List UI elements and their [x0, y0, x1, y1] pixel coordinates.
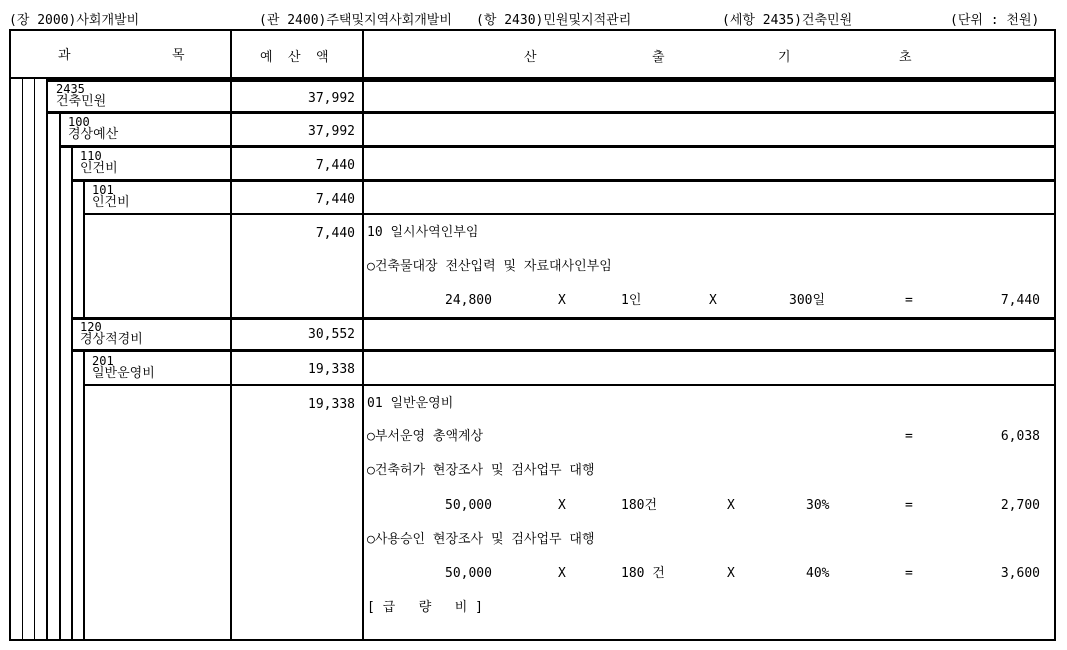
row-name-110: 인건비 — [80, 161, 118, 176]
row-code-110: 110 — [80, 149, 102, 163]
hang-label: (항 2430)민원및지적관리 — [476, 13, 632, 28]
detail2-l3-b: 180건 — [621, 498, 658, 513]
row-code-2435: 2435 — [56, 82, 85, 96]
row-amount-101-detail: 7,440 — [315, 226, 355, 241]
col-basis-4: 초 — [899, 50, 912, 65]
row-amount-120: 30,552 — [308, 327, 355, 342]
detail2-l1-result: 6,038 — [1000, 429, 1040, 444]
detail2-l1-desc: ○부서운영 총액계상 — [367, 429, 484, 444]
col-basis-3: 기 — [778, 50, 791, 65]
detail1-eq: = — [905, 293, 913, 308]
row-amount-2435: 37,992 — [308, 91, 355, 106]
detail2-l5-c: 40% — [806, 566, 830, 581]
row-name-2435: 건축민원 — [56, 94, 107, 109]
detail2-l3-eq: = — [905, 498, 913, 513]
row-name-201: 일반운영비 — [92, 366, 155, 381]
detail2-l3-c: 30% — [806, 498, 830, 513]
detail2-l3-x2: X — [727, 498, 735, 513]
gwan-label: (관 2400)주택및지역사회개발비 — [259, 13, 452, 28]
detail2-l1-eq: = — [905, 429, 913, 444]
detail2-item: 01 일반운영비 — [367, 396, 454, 411]
detail2-l3-result: 2,700 — [1000, 498, 1040, 513]
jang-label: (장 2000)사회개발비 — [9, 13, 140, 28]
detail1-c: 300일 — [789, 293, 826, 308]
row-amount-100: 37,992 — [308, 124, 355, 139]
detail1-a: 24,800 — [445, 293, 492, 308]
col-budget-2: 산 — [288, 50, 301, 65]
row-amount-101: 7,440 — [315, 192, 355, 207]
detail2-l5-result: 3,600 — [1000, 566, 1040, 581]
detail2-l5-x1: X — [558, 566, 566, 581]
sehang-label: (세항 2435)건축민원 — [722, 13, 853, 28]
col-basis-2: 출 — [652, 50, 665, 65]
detail1-x2: X — [709, 293, 717, 308]
detail2-l2-desc: ○건축허가 현장조사 및 검사업무 대행 — [367, 463, 595, 478]
col-budget-3: 액 — [316, 50, 329, 65]
row-amount-201: 19,338 — [308, 362, 355, 377]
detail1-item: 10 일시사역인부임 — [367, 225, 479, 240]
row-name-101: 인건비 — [92, 195, 130, 210]
col-gwamok-1: 과 — [58, 48, 71, 63]
row-code-120: 120 — [80, 320, 102, 334]
row-name-100: 경상예산 — [68, 127, 119, 142]
col-budget-1: 예 — [260, 50, 273, 65]
detail2-l3-a: 50,000 — [445, 498, 492, 513]
detail1-result: 7,440 — [1000, 293, 1040, 308]
row-amount-201-detail: 19,338 — [308, 397, 355, 412]
detail2-l5-a: 50,000 — [445, 566, 492, 581]
row-code-101: 101 — [92, 183, 114, 197]
row-code-100: 100 — [68, 115, 90, 129]
detail2-l6-desc: [ 급 량 비 ] — [367, 600, 483, 615]
row-name-120: 경상적경비 — [80, 332, 143, 347]
detail2-l5-x2: X — [727, 566, 735, 581]
detail2-l3-x1: X — [558, 498, 566, 513]
detail1-x1: X — [558, 293, 566, 308]
row-amount-110: 7,440 — [315, 158, 355, 173]
detail2-l4-desc: ○사용승인 현장조사 및 검사업무 대행 — [367, 532, 595, 547]
col-basis-1: 산 — [524, 50, 537, 65]
detail1-b: 1인 — [621, 293, 642, 308]
row-code-201: 201 — [92, 354, 114, 368]
detail1-desc: ○건축물대장 전산입력 및 자료대사인부임 — [367, 259, 612, 274]
unit-label: (단위 : 천원) — [950, 13, 1040, 28]
detail2-l5-eq: = — [905, 566, 913, 581]
detail2-l5-b: 180 건 — [621, 566, 665, 581]
col-gwamok-2: 목 — [172, 48, 185, 63]
